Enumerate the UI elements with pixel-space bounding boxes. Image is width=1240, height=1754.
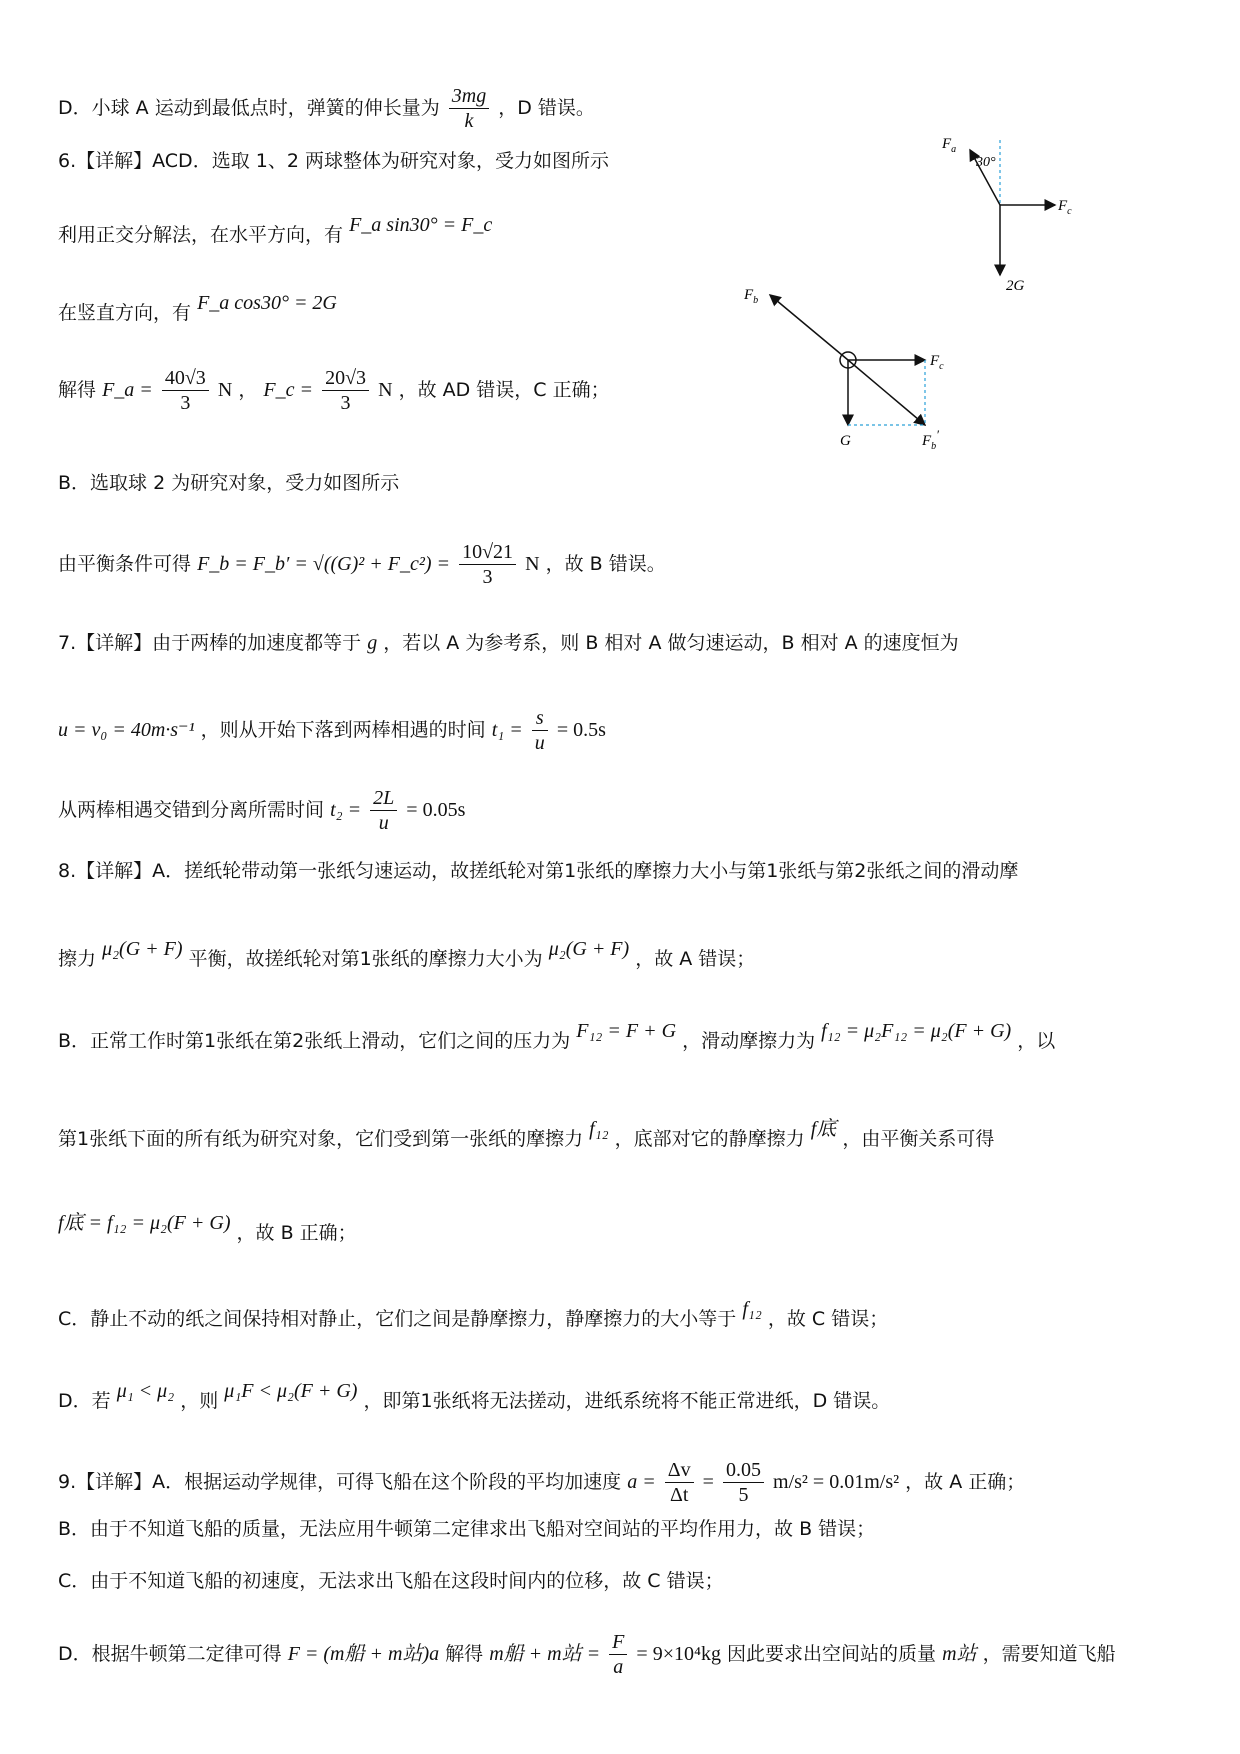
fraction: $\frac{\Delta v}{\Delta t}$: [665, 1458, 694, 1507]
force-diagram-ball2: [740, 285, 960, 455]
fraction: $\frac{10√21}{3}$: [459, 540, 516, 589]
text: ，D 错误。: [498, 97, 595, 119]
force-diagram-system: [920, 130, 1080, 300]
fraction: $\frac{20√3}{3}$: [322, 366, 369, 415]
q6-b: B．选取球 2 为研究对象，受力如图所示: [58, 472, 400, 494]
q9-d: D．根据牛顿第二定律可得 F = (m船 + m站)a 解得 m船 + m站 = $\frac{F}{a}$ = 9×10⁴kg 因此要求出空间站的质量 m站 ，需要知道飞船: [58, 1631, 1116, 1678]
line-d-conclusion: [58, 84, 595, 133]
text: D．小球 A 运动到最低点时，弹簧的伸长量为: [58, 97, 440, 119]
fraction: $\frac{2L}{u}$: [370, 786, 397, 835]
q9-c: C．由于不知道飞船的初速度，无法求出飞船在这段时间内的位移，故 C 错误；: [58, 1570, 724, 1592]
label-g: G: [840, 433, 851, 449]
label-fc: $F_c$: [930, 353, 944, 372]
q7-time1: u = v₀ = 40m·s⁻¹ ，则从开始下落到两棒相遇的时间 t₁ = $\frac{s}{u}$ = 0.5s: [58, 707, 606, 754]
q6-horizontal: 利用正交分解法，在水平方向，有 F_a sin30° = F_c: [58, 214, 493, 246]
q7-header: 7.【详解】由于两棒的加速度都等于 g ，若以 A 为参考系，则 B 相对 A 做匀速运动，B 相对 A 的速度恒为: [58, 632, 959, 654]
q8-d: D．若 μ₁ < μ₂ ，则 μ₁F < μ₂(F + G) ，即第1张纸将无法搓动，进纸系统将不能正常进纸，D 错误。: [58, 1380, 891, 1412]
fraction: $\frac{0.05}{5}$: [723, 1458, 764, 1507]
label-fa: $F_a$: [942, 136, 957, 155]
q6-header: 6.【详解】ACD．选取 1、2 两球整体为研究对象，受力如图所示: [58, 150, 609, 172]
fraction: $\frac{s}{u}$: [532, 706, 548, 755]
q8-b-cont: 第1张纸下面的所有纸为研究对象，它们受到第一张纸的摩擦力 f₁₂ ，底部对它的静摩擦力 f底 ，由平衡关系可得: [58, 1118, 995, 1150]
label-fc: $F_c$: [1058, 198, 1072, 217]
q9-a: 9.【详解】A．根据运动学规律，可得飞船在这个阶段的平均加速度 a = $\frac{\Delta v}{\Delta t}$ = $\frac{0.05}{5}$ m/s² = 0.01m/s² ，故 A 正确；: [58, 1459, 1026, 1506]
label-fb: $F_b$: [744, 287, 759, 306]
q6-vertical: 在竖直方向，有 F_a cos30° = 2G: [58, 292, 337, 324]
q8-header: 8.【详解】A．搓纸轮带动第一张纸匀速运动，故搓纸轮对第1张纸的摩擦力大小与第1张纸与第2张纸之间的滑动摩: [58, 860, 1019, 882]
q8-b: B．正常工作时第1张纸在第2张纸上滑动，它们之间的压力为 F₁₂ = F + G ，滑动摩擦力为 f₁₂ = μ₂F₁₂ = μ₂(F + G) ，以: [58, 1020, 1056, 1052]
label-fb-prime: $F_b'$: [922, 427, 940, 452]
force-fb-prime-arrow: [848, 360, 925, 425]
formula: F_a cos30° = 2G: [197, 292, 337, 314]
label-angle: 30°: [976, 155, 996, 170]
fraction: $\frac{40√3}{3}$: [162, 366, 209, 415]
label-2g: 2G: [1006, 278, 1025, 294]
q6-solution: 解得 F_a = $\frac{40√3}{3}$ N ， F_c = $\frac{20√3}{3}$ N ，故 AD 错误，C 正确；: [58, 367, 610, 414]
q8-c: C．静止不动的纸之间保持相对静止，它们之间是静摩擦力，静摩擦力的大小等于 f₁₂ ，故 C 错误；: [58, 1298, 889, 1330]
q8-a: 擦力 μ₂(G + F) 平衡，故搓纸轮对第1张纸的摩擦力大小为 μ₂(G + F) ，故 A 错误；: [58, 938, 756, 970]
q6-b-solution: 由平衡条件可得 F_b = F_b′ = √((G)² + F_c²) = $\frac{10√21}{3}$ N ，故 B 错误。: [58, 541, 666, 588]
force-fb-arrow: [770, 295, 848, 360]
formula: F_a sin30° = F_c: [349, 214, 493, 236]
fraction: $\frac{3mg}{k}$: [449, 84, 489, 133]
q8-b-result: f底 = f₁₂ = μ₂(F + G) ，故 B 正确；: [58, 1212, 357, 1244]
q9-b: B．由于不知道飞船的质量，无法应用牛顿第二定律求出飞船对空间站的平均作用力，故 B 错误；: [58, 1518, 876, 1540]
q7-time2: 从两棒相遇交错到分离所需时间 t₂ = $\frac{2L}{u}$ = 0.05s: [58, 787, 466, 834]
fraction: $\frac{F}{a}$: [609, 1630, 627, 1679]
